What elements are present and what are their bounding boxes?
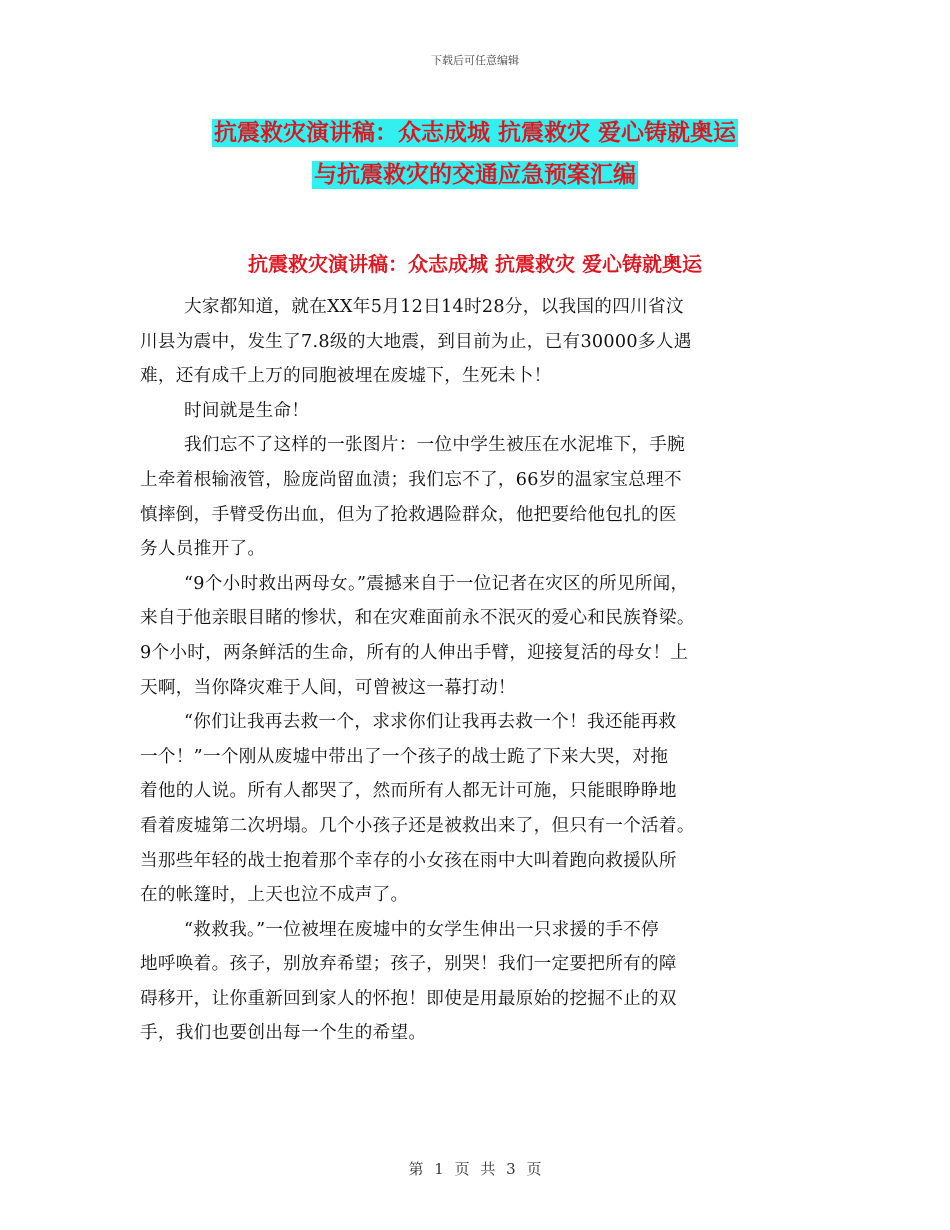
body-line: “你们让我再去救一个，求求你们让我再去救一个！我还能再救 [184,712,677,733]
body-line: 时间就是生命！ [184,400,310,421]
body-line: 在的帐篷时，上天也泣不成声了。 [140,885,409,906]
document-title-line-1: 抗震救灾演讲稿：众志成城 抗震救灾 爱心铸就奥运 [213,120,736,146]
body-line: 来自于他亲眼目睹的惨状，和在灾难面前永不泯灭的爱心和民族脊梁。 [140,608,695,629]
body-text [140,290,820,1051]
body-line: 我们忘不了这样的一张图片：一位中学生被压在水泥堆下，手腕 [184,435,686,456]
body-line: 碍移开，让你重新回到家人的怀抱！即使是用最原始的挖掘不止的双 [140,988,677,1009]
document-title [0,112,950,196]
body-line: 川县为震中，发生了7.8级的大地震，到目前为止，已有30000多人遇 [140,331,692,352]
body-line: 上牵着根输液管，脸庞尚留血渍；我们忘不了，66岁的温家宝总理不 [140,469,682,490]
body-line: “9个小时救出两母女。”震撼来自于一位记者在灾区的所见所闻， [184,573,689,594]
body-line: 难，还有成千上万的同胞被埋在废墟下，生死未卜！ [140,366,552,387]
body-line: 9个小时，两条鲜活的生命，所有的人伸出手臂，迎接复活的母女！上 [140,642,689,663]
body-line: 手，我们也要创出每一个生的希望。 [140,1023,427,1044]
body-line: 地呼唤着。孩子，别放弃希望；孩子，别哭！我们一定要把所有的障 [140,954,677,975]
body-line: 大家都知道，就在XX年5月12日14时28分，以我国的四川省汶 [184,297,684,317]
body-line: “救救我。”一位被埋在废墟中的女学生伸出一只求援的手不停 [184,919,660,940]
page-footer-page-number: 第 1 页 共 3 页 [408,1160,542,1178]
document-title-line-2: 与抗震救灾的交通应急预案汇编 [314,162,636,188]
body-line: 当那些年轻的战士抱着那个幸存的小女孩在雨中大叫着跑向救援队所 [140,850,677,871]
body-line: 天啊，当你降灾难于人间，可曾被这一幕打动！ [140,677,516,698]
body-line: 一个！”一个刚从废墟中带出了一个孩子的战士跪了下来大哭，对拖 [140,746,669,767]
body-line: 看着废墟第二次坍塌。几个小孩子还是被救出来了，但只有一个活着。 [140,815,695,836]
page-header-note: 下载后可任意编辑 [431,54,519,67]
body-line: 慎摔倒，手臂受伤出血，但为了抢救遇险群众，他把要给他包扎的医 [140,504,677,525]
body-line: 着他的人说。所有人都哭了，然而所有人都无计可施，只能眼睁睁地 [140,781,677,802]
section-heading: 抗震救灾演讲稿：众志成城 抗震救灾 爱心铸就奥运 [248,252,702,276]
body-line: 务人员推开了。 [140,539,266,560]
